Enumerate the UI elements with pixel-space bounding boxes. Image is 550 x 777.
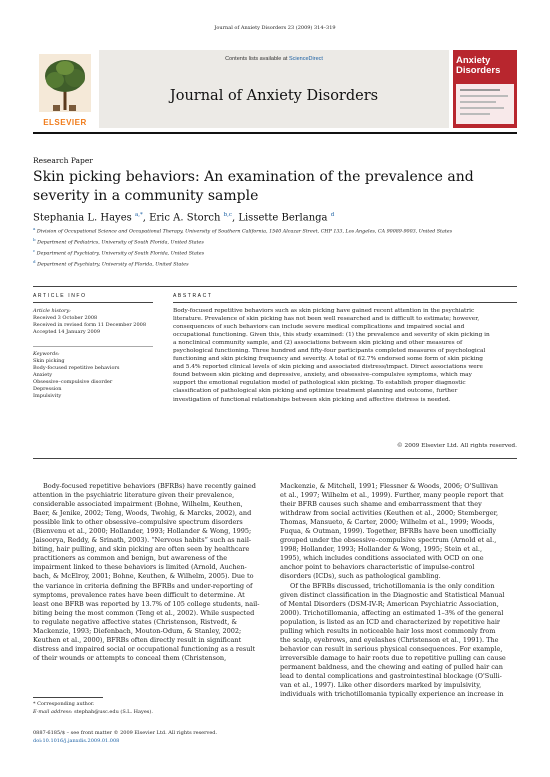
running-head: Journal of Anxiety Disorders 23 (2009) 314–319 bbox=[214, 25, 336, 31]
article-title: Skin picking behaviors: An examination of the prevalence and severity in a community sample bbox=[33, 169, 474, 204]
body-line: practitioners as common and benign, but awareness of the bbox=[33, 554, 228, 563]
keywords bbox=[33, 351, 153, 400]
cover-decoration bbox=[456, 84, 514, 124]
abstract-line: a nonclinical community sample, and (2) associations between skin picking and other measures of bbox=[173, 340, 463, 347]
info-rule bbox=[33, 302, 153, 303]
email-label: E-mail address: bbox=[33, 709, 73, 715]
abstract-line: support the emotional regulation model of pathological skin picking. To establish proper diagnostic bbox=[173, 380, 466, 387]
sciencedirect-link[interactable]: ScienceDirect bbox=[288, 56, 323, 62]
keyword: Body-focused repetitive behaviors bbox=[33, 365, 120, 371]
journal-masthead bbox=[33, 50, 517, 128]
abstract-line: classification of pathological skin picking and optimize treatment planning and outcome, further bbox=[173, 388, 458, 395]
abstract-line: occupational functioning. Given this, this study examined: (1) the prevalence and severity of skin picking in bbox=[173, 332, 490, 339]
body-line: bach, & McElroy, 2001; Bohne, Keuthen, & Wilhelm, 2005). Due to bbox=[33, 572, 254, 581]
affiliation bbox=[33, 247, 517, 258]
body-line: anchor point to behaviors characteristic of impulse-control bbox=[280, 563, 475, 572]
corresponding-author-note: * Corresponding author. bbox=[33, 701, 95, 707]
body-line: Thomas, Mansueto, & Carter, 2000; Wilhelm et al., 1999; Woods, bbox=[280, 518, 495, 527]
body-line: Jaisoorya, Reddy, & Srinath, 2003). “Nervous habits” such as nail- bbox=[33, 536, 252, 545]
body-line: their BFRB causes such shame and embarrassment that they bbox=[280, 500, 482, 509]
abstract-line: literature. Prevalence of skin picking has not been well researched and is difficult to estimate; however, bbox=[173, 316, 480, 323]
history-label: Article history: bbox=[33, 308, 71, 314]
contents-line bbox=[99, 56, 449, 62]
body-line: considerable associated impairment (Bohne, Wilhelm, Keuthen, bbox=[33, 500, 243, 509]
masthead-rule bbox=[33, 132, 517, 134]
body-line: pulling which results in noticeable hair loss most commonly from bbox=[280, 626, 496, 635]
body-line: of their wounds or attempts to conceal them (Christenson, bbox=[33, 653, 227, 662]
affiliation-text: Department of Psychiatry, University of South Florida, United States bbox=[36, 251, 205, 257]
body-line: Keuthen et al., 2000), BFRBs often directly result in significant bbox=[33, 635, 242, 644]
contents-prefix: Contents lists available at bbox=[225, 56, 289, 62]
doi-link[interactable]: doi:10.1016/j.janxdis.2009.01.008 bbox=[33, 738, 120, 744]
body-line: grouped under the obsessive–compulsive spectrum (Arnold et al., bbox=[280, 536, 497, 545]
keyword: Depression bbox=[33, 386, 62, 392]
cover-title: Anxiety Disorders bbox=[456, 55, 501, 76]
publisher-name: ELSEVIER bbox=[43, 118, 87, 127]
body-line: et al., 1997; Wilhelm et al., 1999). Further, many people report that bbox=[280, 491, 504, 500]
history-item: Received 3 October 2008 bbox=[33, 315, 98, 321]
journal-title: Journal of Anxiety Disorders bbox=[169, 88, 379, 104]
author-name: Eric A. Storch bbox=[149, 212, 221, 224]
affiliation-text: Department of Psychiatry, University of Florida, United States bbox=[37, 262, 189, 268]
author-marks[interactable]: d bbox=[330, 212, 335, 218]
email-footnote bbox=[33, 709, 153, 716]
keyword: Anxiety bbox=[33, 372, 53, 378]
abstract-line: psychological functioning. Three hundred and fifty-four participants completed measures of psychological bbox=[173, 348, 486, 355]
body-line: lead to dental complications and gastrointestinal blockage (O'Sulli- bbox=[280, 671, 502, 680]
body-column-right bbox=[280, 482, 517, 699]
body-line: biting, hair pulling, and skin picking are often seen by healthcare bbox=[33, 545, 250, 554]
section-rule bbox=[33, 286, 517, 287]
article-history bbox=[33, 308, 153, 336]
abstract-rule bbox=[173, 302, 517, 303]
affiliation-mark: b bbox=[33, 237, 36, 243]
body-line: least one BFRB was reported by 13.7% of 105 college students, nail- bbox=[33, 599, 260, 608]
affiliation bbox=[33, 258, 517, 269]
abstract-line: functioning and skin picking frequency and severity. A total of 62.7% endorsed some form of skin picking bbox=[173, 356, 484, 363]
journal-cover-thumbnail bbox=[453, 50, 517, 128]
email-address[interactable]: stephah@usc.edu (S.L. Hayes). bbox=[74, 709, 153, 715]
abstract-line: consequences of such behaviors can include severe medical complications and impaired social and bbox=[173, 324, 465, 331]
history-item: Received in revised form 11 December 2008 bbox=[33, 322, 147, 328]
body-line: withdraw from social activities (Keuthen et al., 2000; Stemberger, bbox=[280, 509, 499, 518]
abstract-end-rule bbox=[33, 458, 517, 459]
body-line: Body-focused repetitive behaviors (BFRBs) have recently gained bbox=[43, 482, 256, 490]
affiliation-mark: d bbox=[33, 259, 36, 265]
abstract-body bbox=[173, 307, 517, 404]
journal-banner bbox=[99, 50, 449, 128]
history-item: Accepted 14 January 2009 bbox=[33, 329, 101, 335]
affiliation bbox=[33, 225, 517, 236]
body-column-left bbox=[33, 482, 270, 663]
affiliation-text: Division of Occupational Science and Occupational Therapy, University of Southern California, 1540 Alcazar Street, CHP 133, Los Angeles, CA 90089-9003, United States bbox=[36, 229, 453, 235]
abstract-line: Body-focused repetitive behaviors such as skin picking have gained recent attention in the psychiatric bbox=[173, 308, 475, 314]
body-line: Mackenzie, & Mitchell, 1991; Flessner & Woods, 2006; O'Sullivan bbox=[280, 482, 498, 490]
keywords-label: Keywords: bbox=[33, 351, 60, 357]
body-line: 1998; Hollander, 1993; Hollander & Wong, 1995; Stein et al., bbox=[280, 545, 483, 554]
body-line: 1995), which includes conditions associated with OCD on one bbox=[280, 554, 484, 563]
article-info-heading: ARTICLE INFO bbox=[33, 293, 87, 299]
body-line: possible link to other obsessive–compulsive spectrum disorders bbox=[33, 518, 243, 527]
body-line: permanent baldness, and the chewing and eating of pulled hair can bbox=[280, 662, 503, 671]
body-line: behavior can result in serious physical consequences. For example, bbox=[280, 644, 503, 653]
author-list: Stephania L. Hayes $^{a,*}$, Eric A. Storch $^{b,c}$, Lissette Berlanga $^d$ bbox=[33, 212, 335, 224]
footnote-rule bbox=[33, 697, 103, 698]
body-line: attention in the psychiatric literature given their prevalence, bbox=[33, 491, 235, 500]
keyword: Skin picking bbox=[33, 358, 65, 364]
affiliation-text: Department of Pediatrics, University of South Florida, United States bbox=[37, 240, 204, 246]
body-line: irreversible damage to hair roots due to repetitive pulling can cause bbox=[280, 653, 506, 662]
abstract-line: investigation of functional relationships between skin picking and affective distress is needed. bbox=[173, 396, 451, 403]
affiliations bbox=[33, 225, 517, 269]
affiliation-mark: a bbox=[33, 226, 36, 231]
author-marks[interactable]: a,* bbox=[134, 212, 143, 218]
body-line: impairment linked to these behaviors is limited (Arnold, Auchen- bbox=[33, 563, 247, 572]
body-line: disorders (ICDs), such as pathological gambling. bbox=[280, 572, 441, 581]
keyword: Obsessive–compulsive disorder bbox=[33, 379, 113, 385]
body-line: population, is listed as an ICD and characterized by repetitive hair bbox=[280, 617, 501, 626]
abstract-line: and 5.4% reported clinical levels of skin picking and associated distress/impact. Direct associations were bbox=[173, 364, 483, 371]
body-line: Of the BFRBs discussed, trichotillomania is the only condition bbox=[290, 581, 495, 590]
elsevier-tree-logo bbox=[33, 50, 97, 128]
affiliation bbox=[33, 236, 517, 247]
body-line: Baer, & Jenike, 2002; Teng, Woods, Twohig, & Marcks, 2002), and bbox=[33, 509, 252, 518]
body-line: van et al., 1997). Like other disorders marked by impulsivity, bbox=[280, 681, 482, 690]
abstract-line: found between skin picking and depressive, anxiety, and obsessive–compulsive symptoms, which may bbox=[173, 372, 472, 379]
body-line: individuals with trichotillomania typically experience an increase in bbox=[280, 690, 504, 699]
body-line: Fuqua, & Outman, 1999). Together, BFRBs have been unofficially bbox=[280, 527, 497, 536]
body-line: of Mental Disorders (DSM-IV-R; American Psychiatric Association, bbox=[280, 599, 499, 608]
body-line: distress and impaired social or occupational functioning as a result bbox=[33, 644, 256, 653]
issn-line: 0887-6185/$ – see front matter © 2009 Elsevier Ltd. All rights reserved. bbox=[33, 730, 218, 736]
affiliation-mark: c bbox=[33, 248, 36, 254]
author-marks[interactable]: b,c bbox=[223, 212, 232, 218]
body-line: (Bienvenu et al., 2000; Hollander, 1993; Hollander & Wong, 1995; bbox=[33, 527, 252, 536]
info-divider bbox=[33, 346, 153, 347]
body-line: given distinct classification in the Diagnostic and Statistical Manual bbox=[280, 590, 505, 599]
keyword: Impulsivity bbox=[33, 393, 62, 399]
body-line: symptoms, prevalence rates have been difficult to determine. At bbox=[33, 590, 245, 599]
abstract-heading: ABSTRACT bbox=[173, 293, 213, 299]
abstract-copyright: © 2009 Elsevier Ltd. All rights reserved. bbox=[396, 443, 517, 449]
author-name: Stephania L. Hayes bbox=[33, 212, 132, 224]
body-line: 2000). Trichotillomania, affecting an estimated 1–3% of the general bbox=[280, 608, 504, 617]
body-line: Mackenzie, 1993; Diefenbach, Mouton-Odum, & Stanley, 2002; bbox=[33, 626, 242, 635]
body-line: biting being the most common (Teng et al., 2002). While suspected bbox=[33, 608, 255, 617]
body-line: the scalp, eyebrows, and eyelashes (Christenson et al., 1991). The bbox=[280, 635, 499, 644]
body-line: the variance in criteria defining the BFRBs and under-reporting of bbox=[33, 581, 253, 590]
author-name: Lissette Berlanga bbox=[238, 212, 328, 224]
article-type: Research Paper bbox=[33, 156, 93, 165]
body-line: to regulate negative affective states (Christenson, Ristvedt, & bbox=[33, 617, 238, 626]
